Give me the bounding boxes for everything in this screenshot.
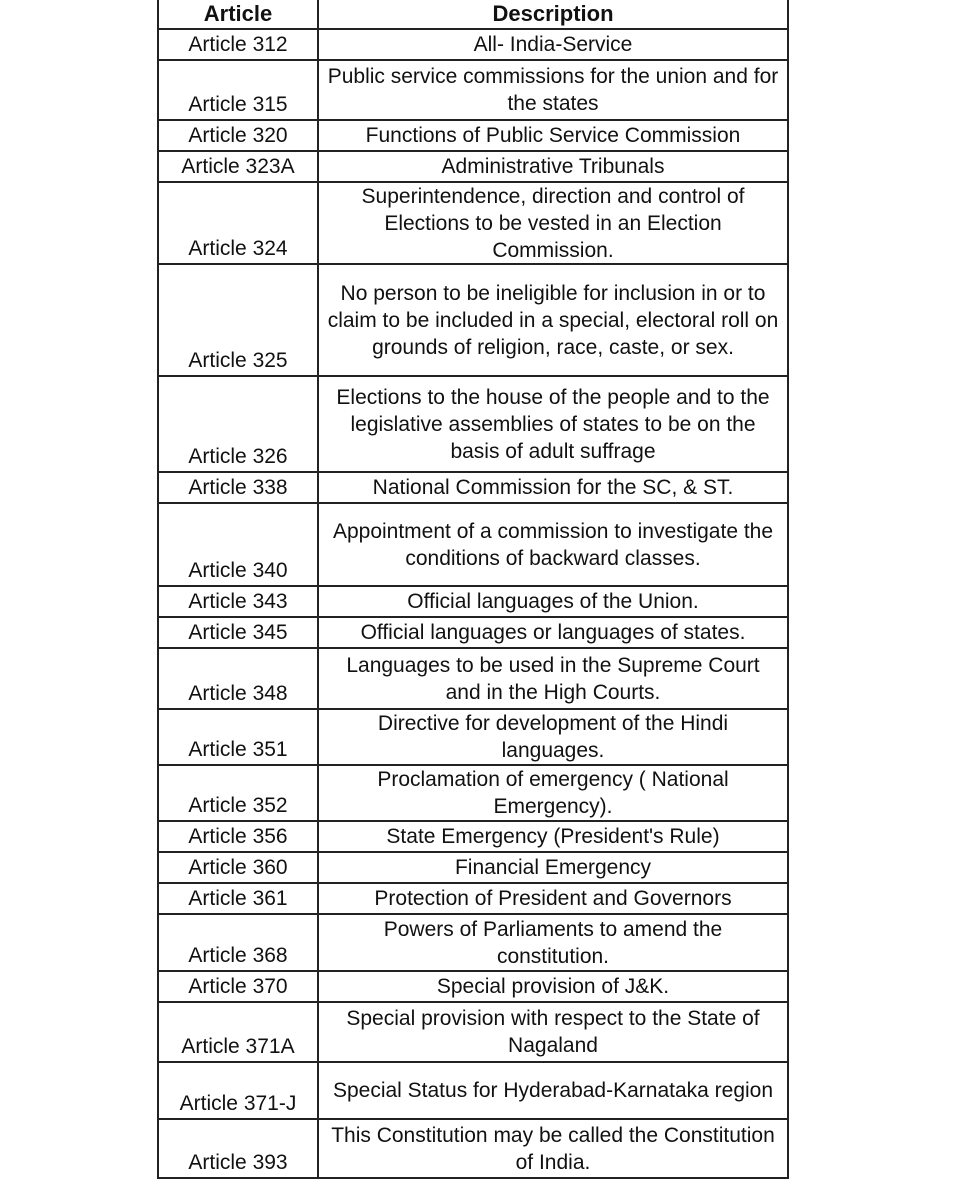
- article-cell: Article 393: [159, 1120, 319, 1177]
- article-cell: Article 340: [159, 504, 319, 585]
- article-cell: Article 312: [159, 30, 319, 59]
- description-cell: Elections to the house of the people and to the legislative assemblies of states to be on the basis of adult suffrage: [336, 385, 770, 463]
- description-cell: Public service commissions for the union and for the states: [327, 65, 779, 115]
- article-cell: Article 352: [159, 766, 319, 820]
- table-row: [157, 972, 789, 1003]
- article-cell: Article 338: [159, 473, 319, 502]
- table-row: [157, 1120, 789, 1179]
- table-row: [157, 30, 789, 61]
- table-row: [157, 183, 789, 265]
- table-row: [157, 121, 789, 152]
- description-cell: Official languages of the Union.: [407, 590, 699, 613]
- description-cell: Administrative Tribunals: [441, 155, 665, 178]
- article-cell: Article 348: [159, 649, 319, 708]
- article-cell: Article 351: [159, 710, 319, 764]
- article-cell: Article 343: [159, 587, 319, 616]
- description-cell: State Emergency (President's Rule): [386, 825, 720, 848]
- article-cell: Article 325: [159, 265, 319, 375]
- article-cell: Article 371-J: [159, 1063, 319, 1118]
- table-row: [157, 853, 789, 884]
- table-row: [157, 915, 789, 972]
- description-cell: Languages to be used in the Supreme Court and in the High Courts.: [346, 653, 760, 704]
- description-cell: Official languages or languages of states.: [360, 621, 746, 644]
- description-cell: Powers of Parliaments to amend the constitution.: [383, 917, 723, 968]
- table-row: [157, 61, 789, 121]
- table-row: [157, 822, 789, 853]
- article-cell: Article 361: [159, 884, 319, 913]
- description-cell: Special Status for Hyderabad-Karnataka region: [332, 1079, 774, 1102]
- description-cell: Special provision with respect to the State of Nagaland: [346, 1007, 760, 1057]
- table-row: [157, 1003, 789, 1063]
- table-row: [157, 649, 789, 710]
- article-cell: Article 345: [159, 618, 319, 647]
- table-row: [157, 265, 789, 377]
- article-cell: Article 356: [159, 822, 319, 851]
- description-cell: Proclamation of emergency ( National Emergency).: [377, 768, 729, 818]
- description-cell: Special provision of J&K.: [436, 975, 670, 998]
- description-cell: This Constitution may be called the Constitution of India.: [331, 1123, 775, 1174]
- table-row: [157, 884, 789, 915]
- description-cell: Financial Emergency: [454, 856, 652, 879]
- article-cell: Article 360: [159, 853, 319, 882]
- table-row: [157, 504, 789, 587]
- table-row: [157, 587, 789, 618]
- description-cell: Functions of Public Service Commission: [365, 124, 741, 147]
- table-row: [157, 710, 789, 766]
- description-cell: Protection of President and Governors: [374, 887, 732, 910]
- table-row: [157, 152, 789, 183]
- article-cell: Article 326: [159, 377, 319, 471]
- articles-table: [157, 0, 789, 1179]
- description-cell: Directive for development of the Hindi languages.: [377, 712, 729, 762]
- table-row: [157, 618, 789, 649]
- table-row: [157, 377, 789, 473]
- description-cell: No person to be ineligible for inclusion in or to claim to be included in a special, electoral roll on grounds of religion, race, caste, or sex.: [327, 281, 779, 359]
- article-cell: Article 324: [159, 183, 319, 263]
- table-row: [157, 1063, 789, 1120]
- description-cell: Appointment of a commission to investigate the conditions of backward classes.: [332, 519, 774, 570]
- header-description: Description: [492, 1, 614, 26]
- description-cell: National Commission for the SC, & ST.: [372, 476, 734, 499]
- article-cell: Article 370: [159, 972, 319, 1001]
- header-article: Article: [159, 0, 319, 28]
- description-cell: Superintendence, direction and control of Elections to be vested in an Election Commission.: [361, 184, 745, 262]
- table-header-row: [157, 0, 789, 30]
- article-cell: Article 315: [159, 61, 319, 119]
- article-cell: Article 323A: [159, 152, 319, 181]
- description-cell: All- India-Service: [473, 33, 633, 56]
- article-cell: Article 320: [159, 121, 319, 150]
- article-cell: Article 368: [159, 915, 319, 970]
- table-row: [157, 766, 789, 822]
- table-row: [157, 473, 789, 504]
- article-cell: Article 371A: [159, 1003, 319, 1061]
